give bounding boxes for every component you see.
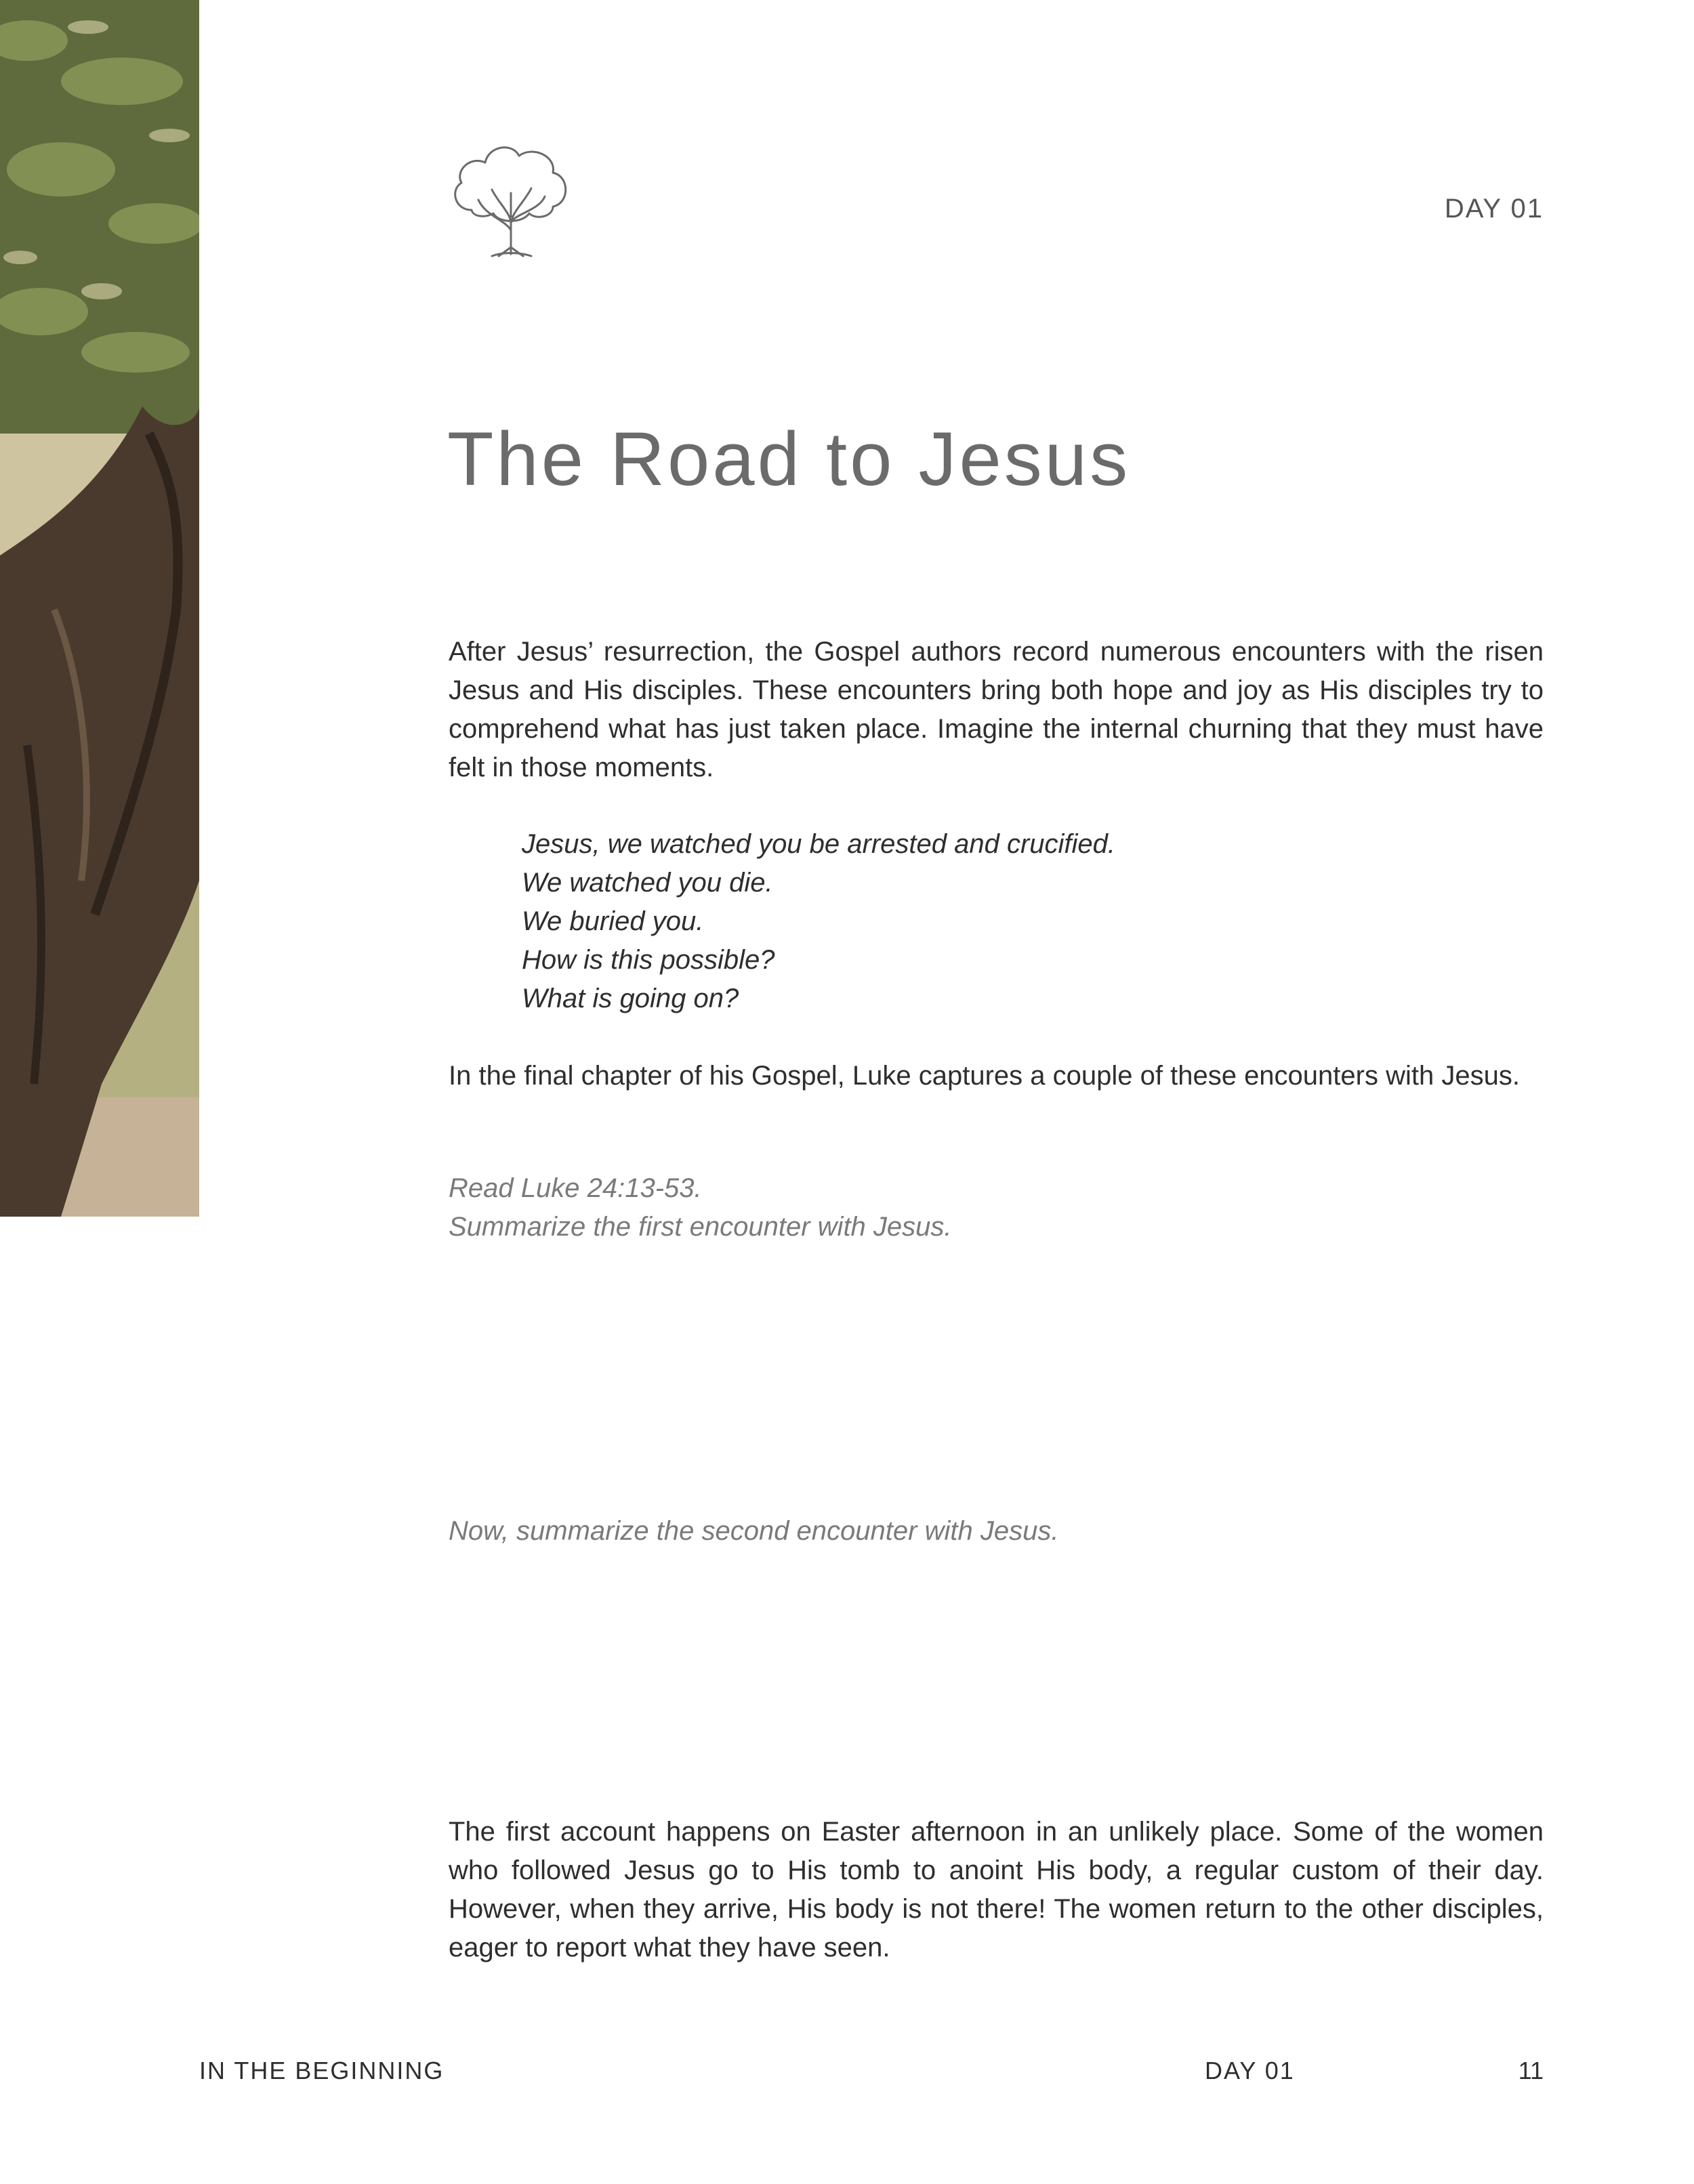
luke-paragraph: In the final chapter of his Gospel, Luke captures a couple of these encounters with Jesus. — [449, 1061, 1520, 1091]
first-encounter-prompt: Summarize the first encounter with Jesus. — [449, 1212, 952, 1242]
poem-line: How is this possible? — [522, 945, 775, 975]
page-title: The Road to Jesus — [447, 417, 1131, 501]
reading-prompt — [449, 1169, 952, 1246]
closing-paragraph: The first account happens on Easter afternoon in an unlikely place. Some of the women who followed Jesus go to His tomb to anoint His body, a regular custom of their day. However, when they arrive, His body is not there! The women return to the other disciples, eager to report what they have seen. — [449, 1817, 1544, 1962]
tree-icon — [445, 135, 573, 261]
read-instruction: Read Luke 24:13-53. — [449, 1173, 702, 1203]
poem-block — [522, 825, 1115, 1018]
poem-line: What is going on? — [522, 984, 739, 1013]
footer-book-title: IN THE BEGINNING — [199, 2057, 445, 2084]
poem-line: We buried you. — [522, 906, 704, 936]
footer-day-label: DAY 01 — [1205, 2057, 1295, 2084]
day-label-header: DAY 01 — [1444, 194, 1544, 224]
poem-line: We watched you die. — [522, 868, 773, 898]
poem-line: Jesus, we watched you be arrested and crucified. — [522, 829, 1116, 859]
page-number: 11 — [1518, 2057, 1544, 2084]
second-encounter-prompt: Now, summarize the second encounter with Jesus. — [449, 1516, 1059, 1546]
intro-paragraph: After Jesus’ resurrection, the Gospel authors record numerous encounters with the risen Jesus and His disciples. These encounters bring both hope and joy as His disciples try to comprehend what has just taken place. Imagine the internal churning that they must have felt in those moments. — [449, 637, 1544, 782]
olive-tree-photo — [0, 0, 199, 1217]
